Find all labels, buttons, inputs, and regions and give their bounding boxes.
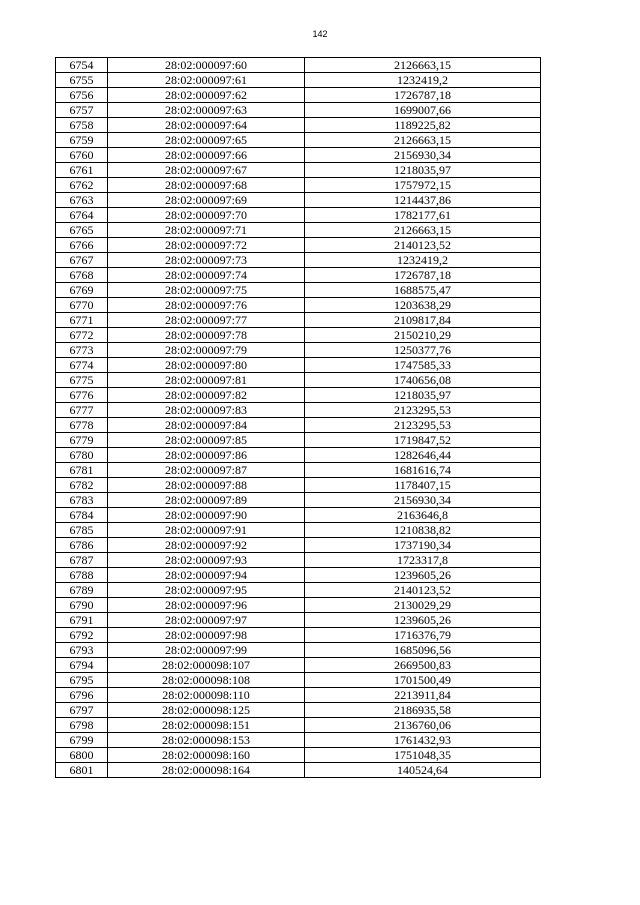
cadastral-number-cell: 28:02:000097:97 bbox=[108, 613, 305, 628]
cadastral-value-cell: 2126663,15 bbox=[305, 223, 541, 238]
cadastral-number-cell: 28:02:000097:93 bbox=[108, 553, 305, 568]
table-row bbox=[56, 703, 541, 718]
cadastral-value-cell: 2126663,15 bbox=[305, 58, 541, 73]
cadastral-number-cell: 28:02:000097:75 bbox=[108, 283, 305, 298]
cadastral-value-cell: 2163646,8 bbox=[305, 508, 541, 523]
cadastral-number-cell: 28:02:000097:87 bbox=[108, 463, 305, 478]
table-row bbox=[56, 613, 541, 628]
cadastral-value-cell: 1688575,47 bbox=[305, 283, 541, 298]
table-row bbox=[56, 583, 541, 598]
table-row bbox=[56, 433, 541, 448]
table-row bbox=[56, 658, 541, 673]
page-number: 142 bbox=[312, 29, 328, 39]
cadastral-number-cell: 28:02:000098:108 bbox=[108, 673, 305, 688]
table-row bbox=[56, 538, 541, 553]
cadastral-value-cell: 1723317,8 bbox=[305, 553, 541, 568]
row-number-cell: 6780 bbox=[56, 448, 108, 463]
cadastral-number-cell: 28:02:000097:68 bbox=[108, 178, 305, 193]
row-number-cell: 6793 bbox=[56, 643, 108, 658]
table-row bbox=[56, 238, 541, 253]
cadastral-number-cell: 28:02:000097:79 bbox=[108, 343, 305, 358]
cadastral-value-cell: 1737190,34 bbox=[305, 538, 541, 553]
row-number-cell: 6792 bbox=[56, 628, 108, 643]
cadastral-number-cell: 28:02:000097:89 bbox=[108, 493, 305, 508]
cadastral-value-cell: 2126663,15 bbox=[305, 133, 541, 148]
cadastral-value-cell: 1218035,97 bbox=[305, 163, 541, 178]
cadastral-number-cell: 28:02:000097:82 bbox=[108, 388, 305, 403]
table-row bbox=[56, 163, 541, 178]
row-number-cell: 6789 bbox=[56, 583, 108, 598]
table-row bbox=[56, 388, 541, 403]
row-number-cell: 6775 bbox=[56, 373, 108, 388]
table-row bbox=[56, 208, 541, 223]
cadastral-value-cell: 2669500,83 bbox=[305, 658, 541, 673]
cadastral-number-cell: 28:02:000097:99 bbox=[108, 643, 305, 658]
row-number-cell: 6766 bbox=[56, 238, 108, 253]
row-number-cell: 6761 bbox=[56, 163, 108, 178]
cadastral-number-cell: 28:02:000097:84 bbox=[108, 418, 305, 433]
cadastral-number-cell: 28:02:000098:107 bbox=[108, 658, 305, 673]
cadastral-number-cell: 28:02:000097:85 bbox=[108, 433, 305, 448]
table-row bbox=[56, 598, 541, 613]
cadastral-number-cell: 28:02:000098:110 bbox=[108, 688, 305, 703]
cadastral-value-cell: 2156930,34 bbox=[305, 493, 541, 508]
cadastral-value-cell: 2186935,58 bbox=[305, 703, 541, 718]
row-number-cell: 6759 bbox=[56, 133, 108, 148]
cadastral-value-cell: 1214437,86 bbox=[305, 193, 541, 208]
cadastral-value-cell: 1747585,33 bbox=[305, 358, 541, 373]
cadastral-value-cell: 2123295,53 bbox=[305, 418, 541, 433]
cadastral-value-cell: 1250377,76 bbox=[305, 343, 541, 358]
table-row bbox=[56, 568, 541, 583]
cadastral-number-cell: 28:02:000097:65 bbox=[108, 133, 305, 148]
cadastral-number-cell: 28:02:000097:60 bbox=[108, 58, 305, 73]
cadastral-value-cell: 1782177,61 bbox=[305, 208, 541, 223]
table-row bbox=[56, 643, 541, 658]
cadastral-value-cell: 1681616,74 bbox=[305, 463, 541, 478]
table-row bbox=[56, 148, 541, 163]
cadastral-value-cell: 1178407,15 bbox=[305, 478, 541, 493]
cadastral-number-cell: 28:02:000098:151 bbox=[108, 718, 305, 733]
row-number-cell: 6797 bbox=[56, 703, 108, 718]
table-row bbox=[56, 718, 541, 733]
row-number-cell: 6770 bbox=[56, 298, 108, 313]
table-body bbox=[56, 58, 541, 778]
cadastral-number-cell: 28:02:000097:71 bbox=[108, 223, 305, 238]
row-number-cell: 6774 bbox=[56, 358, 108, 373]
row-number-cell: 6787 bbox=[56, 553, 108, 568]
table-row bbox=[56, 508, 541, 523]
row-number-cell: 6769 bbox=[56, 283, 108, 298]
cadastral-number-cell: 28:02:000097:70 bbox=[108, 208, 305, 223]
table-row bbox=[56, 178, 541, 193]
table-row bbox=[56, 463, 541, 478]
cadastral-number-cell: 28:02:000097:76 bbox=[108, 298, 305, 313]
row-number-cell: 6786 bbox=[56, 538, 108, 553]
row-number-cell: 6764 bbox=[56, 208, 108, 223]
cadastral-value-cell: 1232419,2 bbox=[305, 253, 541, 268]
cadastral-value-cell: 1218035,97 bbox=[305, 388, 541, 403]
cadastral-value-cell: 1740656,08 bbox=[305, 373, 541, 388]
cadastral-value-cell: 2140123,52 bbox=[305, 238, 541, 253]
cadastral-number-cell: 28:02:000097:88 bbox=[108, 478, 305, 493]
row-number-cell: 6800 bbox=[56, 748, 108, 763]
table-row bbox=[56, 493, 541, 508]
table-row bbox=[56, 553, 541, 568]
table-row bbox=[56, 358, 541, 373]
table-row bbox=[56, 88, 541, 103]
cadastral-number-cell: 28:02:000097:92 bbox=[108, 538, 305, 553]
cadastral-number-cell: 28:02:000097:66 bbox=[108, 148, 305, 163]
table-row bbox=[56, 523, 541, 538]
cadastral-number-cell: 28:02:000097:98 bbox=[108, 628, 305, 643]
cadastral-value-cell: 1751048,35 bbox=[305, 748, 541, 763]
cadastral-value-table bbox=[55, 57, 541, 778]
cadastral-value-cell: 1239605,26 bbox=[305, 613, 541, 628]
row-number-cell: 6784 bbox=[56, 508, 108, 523]
row-number-cell: 6778 bbox=[56, 418, 108, 433]
row-number-cell: 6788 bbox=[56, 568, 108, 583]
cadastral-number-cell: 28:02:000098:164 bbox=[108, 763, 305, 778]
cadastral-number-cell: 28:02:000097:62 bbox=[108, 88, 305, 103]
cadastral-value-cell: 1239605,26 bbox=[305, 568, 541, 583]
table-row bbox=[56, 313, 541, 328]
table-row bbox=[56, 673, 541, 688]
cadastral-value-cell: 1716376,79 bbox=[305, 628, 541, 643]
cadastral-value-cell: 2123295,53 bbox=[305, 403, 541, 418]
row-number-cell: 6756 bbox=[56, 88, 108, 103]
row-number-cell: 6768 bbox=[56, 268, 108, 283]
cadastral-number-cell: 28:02:000097:91 bbox=[108, 523, 305, 538]
table-row bbox=[56, 58, 541, 73]
cadastral-value-cell: 1685096,56 bbox=[305, 643, 541, 658]
cadastral-value-cell: 1699007,66 bbox=[305, 103, 541, 118]
cadastral-value-cell: 2109817,84 bbox=[305, 313, 541, 328]
cadastral-number-cell: 28:02:000097:64 bbox=[108, 118, 305, 133]
row-number-cell: 6771 bbox=[56, 313, 108, 328]
cadastral-value-cell: 2156930,34 bbox=[305, 148, 541, 163]
table-row bbox=[56, 118, 541, 133]
cadastral-number-cell: 28:02:000097:72 bbox=[108, 238, 305, 253]
row-number-cell: 6760 bbox=[56, 148, 108, 163]
cadastral-value-cell: 1761432,93 bbox=[305, 733, 541, 748]
table-row bbox=[56, 103, 541, 118]
row-number-cell: 6781 bbox=[56, 463, 108, 478]
table-row bbox=[56, 193, 541, 208]
row-number-cell: 6798 bbox=[56, 718, 108, 733]
table-row bbox=[56, 733, 541, 748]
row-number-cell: 6799 bbox=[56, 733, 108, 748]
cadastral-value-cell: 2136760,06 bbox=[305, 718, 541, 733]
table-row bbox=[56, 253, 541, 268]
row-number-cell: 6782 bbox=[56, 478, 108, 493]
cadastral-number-cell: 28:02:000098:153 bbox=[108, 733, 305, 748]
row-number-cell: 6765 bbox=[56, 223, 108, 238]
table-row bbox=[56, 748, 541, 763]
cadastral-number-cell: 28:02:000097:90 bbox=[108, 508, 305, 523]
table-row bbox=[56, 343, 541, 358]
row-number-cell: 6794 bbox=[56, 658, 108, 673]
row-number-cell: 6790 bbox=[56, 598, 108, 613]
row-number-cell: 6777 bbox=[56, 403, 108, 418]
row-number-cell: 6796 bbox=[56, 688, 108, 703]
cadastral-value-cell: 140524,64 bbox=[305, 763, 541, 778]
row-number-cell: 6791 bbox=[56, 613, 108, 628]
cadastral-number-cell: 28:02:000097:77 bbox=[108, 313, 305, 328]
cadastral-value-cell: 1701500,49 bbox=[305, 673, 541, 688]
table-row bbox=[56, 73, 541, 88]
cadastral-value-cell: 1232419,2 bbox=[305, 73, 541, 88]
table-row bbox=[56, 133, 541, 148]
cadastral-number-cell: 28:02:000097:67 bbox=[108, 163, 305, 178]
cadastral-number-cell: 28:02:000097:86 bbox=[108, 448, 305, 463]
table-row bbox=[56, 418, 541, 433]
cadastral-number-cell: 28:02:000097:94 bbox=[108, 568, 305, 583]
table-row bbox=[56, 283, 541, 298]
row-number-cell: 6762 bbox=[56, 178, 108, 193]
cadastral-value-cell: 2130029,29 bbox=[305, 598, 541, 613]
table-row bbox=[56, 448, 541, 463]
cadastral-number-cell: 28:02:000097:78 bbox=[108, 328, 305, 343]
cadastral-value-cell: 1726787,18 bbox=[305, 268, 541, 283]
cadastral-number-cell: 28:02:000097:83 bbox=[108, 403, 305, 418]
table-row bbox=[56, 223, 541, 238]
table-row bbox=[56, 403, 541, 418]
row-number-cell: 6795 bbox=[56, 673, 108, 688]
cadastral-number-cell: 28:02:000097:74 bbox=[108, 268, 305, 283]
cadastral-value-cell: 1210838,82 bbox=[305, 523, 541, 538]
row-number-cell: 6767 bbox=[56, 253, 108, 268]
cadastral-value-cell: 1726787,18 bbox=[305, 88, 541, 103]
cadastral-number-cell: 28:02:000097:61 bbox=[108, 73, 305, 88]
table-row bbox=[56, 268, 541, 283]
table-row bbox=[56, 328, 541, 343]
table-row bbox=[56, 688, 541, 703]
cadastral-value-cell: 1719847,52 bbox=[305, 433, 541, 448]
cadastral-number-cell: 28:02:000097:80 bbox=[108, 358, 305, 373]
cadastral-value-cell: 1282646,44 bbox=[305, 448, 541, 463]
cadastral-number-cell: 28:02:000098:125 bbox=[108, 703, 305, 718]
row-number-cell: 6776 bbox=[56, 388, 108, 403]
cadastral-value-cell: 1203638,29 bbox=[305, 298, 541, 313]
row-number-cell: 6773 bbox=[56, 343, 108, 358]
table-row bbox=[56, 373, 541, 388]
row-number-cell: 6754 bbox=[56, 58, 108, 73]
cadastral-value-cell: 2150210,29 bbox=[305, 328, 541, 343]
cadastral-value-cell: 2213911,84 bbox=[305, 688, 541, 703]
row-number-cell: 6772 bbox=[56, 328, 108, 343]
row-number-cell: 6763 bbox=[56, 193, 108, 208]
row-number-cell: 6801 bbox=[56, 763, 108, 778]
row-number-cell: 6757 bbox=[56, 103, 108, 118]
cadastral-value-cell: 2140123,52 bbox=[305, 583, 541, 598]
table-row bbox=[56, 763, 541, 778]
row-number-cell: 6755 bbox=[56, 73, 108, 88]
table-row bbox=[56, 478, 541, 493]
cadastral-number-cell: 28:02:000097:96 bbox=[108, 598, 305, 613]
cadastral-number-cell: 28:02:000097:95 bbox=[108, 583, 305, 598]
row-number-cell: 6758 bbox=[56, 118, 108, 133]
row-number-cell: 6785 bbox=[56, 523, 108, 538]
row-number-cell: 6783 bbox=[56, 493, 108, 508]
cadastral-number-cell: 28:02:000097:63 bbox=[108, 103, 305, 118]
cadastral-value-cell: 1757972,15 bbox=[305, 178, 541, 193]
cadastral-value-cell: 1189225,82 bbox=[305, 118, 541, 133]
cadastral-number-cell: 28:02:000097:73 bbox=[108, 253, 305, 268]
row-number-cell: 6779 bbox=[56, 433, 108, 448]
table-row bbox=[56, 298, 541, 313]
cadastral-number-cell: 28:02:000097:69 bbox=[108, 193, 305, 208]
table-row bbox=[56, 628, 541, 643]
cadastral-number-cell: 28:02:000097:81 bbox=[108, 373, 305, 388]
cadastral-number-cell: 28:02:000098:160 bbox=[108, 748, 305, 763]
